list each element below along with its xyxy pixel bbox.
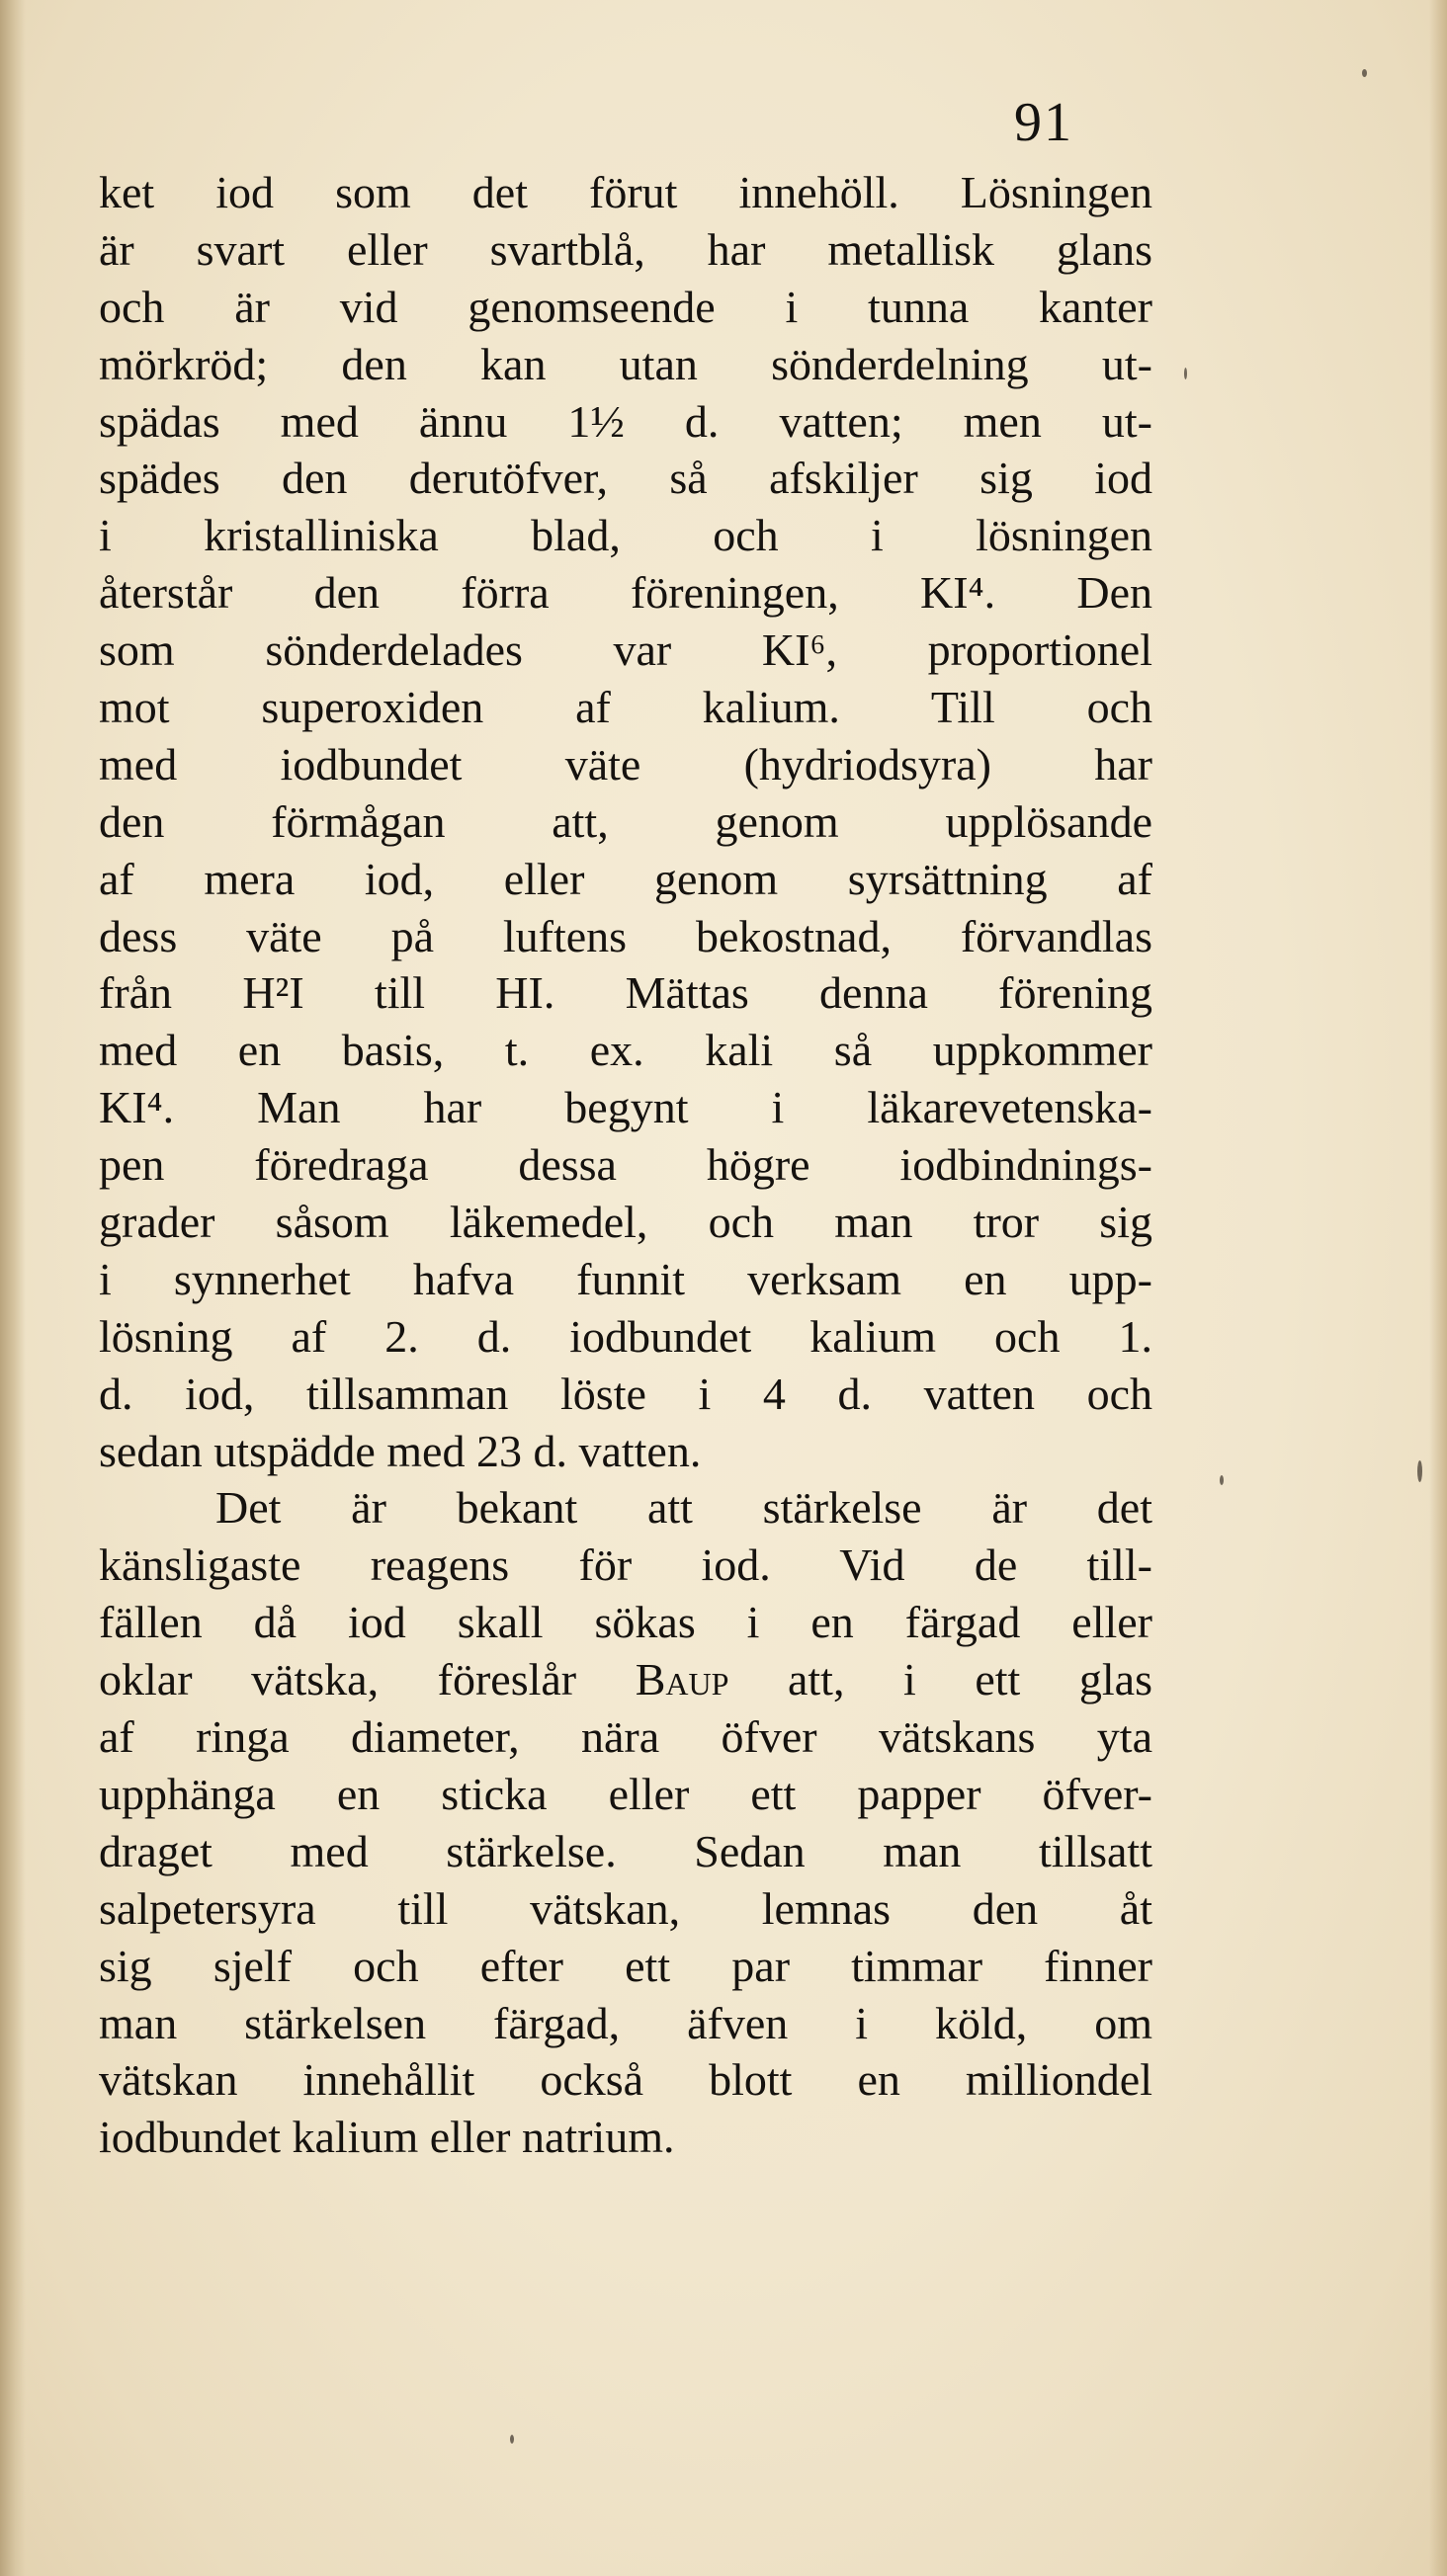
paper-speck <box>1184 368 1187 379</box>
text-line: sig sjelf och efter ett par timmar finner <box>99 1940 1152 1991</box>
text-line: draget med stärkelse. Sedan man tillsatt <box>99 1825 1152 1876</box>
text-line: som sönderdelades var KI⁶, proportionel <box>99 624 1152 676</box>
text-line: mörkröd; den kan utan sönderdelning ut- <box>99 338 1152 389</box>
paragraph-2 <box>99 1479 1152 2166</box>
text-line: lösning af 2. d. iodbundet kalium och 1. <box>99 1310 1152 1362</box>
page-number: 91 <box>1014 92 1073 153</box>
text-line: i synnerhet hafva funnit verksam en upp- <box>99 1253 1152 1304</box>
text-line: den förmågan att, genom upplösande <box>99 795 1152 847</box>
body-text <box>99 164 1152 2166</box>
text-line: är svart eller svartblå, har metallisk glans <box>99 223 1152 275</box>
paper-speck <box>1220 1475 1224 1485</box>
page-right-edge <box>1429 0 1447 2576</box>
text-line: af mera iod, eller genom syrsättning af <box>99 853 1152 904</box>
paragraph-1 <box>99 164 1152 1479</box>
text-line: sedan utspädde med 23 d. vatten. <box>99 1425 702 1476</box>
text-line: med iodbundet väte (hydriodsyra) har <box>99 738 1152 789</box>
text-fragment: att, i ett glas <box>787 1654 1152 1705</box>
text-line: känsligaste reagens för iod. Vid de till- <box>99 1539 1152 1591</box>
text-line: salpetersyra till vätskan, lemnas den åt <box>99 1882 1152 1934</box>
author-name: Baup <box>635 1654 729 1705</box>
page-left-edge <box>0 0 26 2576</box>
text-fragment: oklar vätska, föreslår <box>99 1654 577 1705</box>
paper-speck <box>1417 1460 1422 1482</box>
text-line: upphänga en sticka eller ett papper öfver- <box>99 1768 1152 1819</box>
text-line: fällen då iod skall sökas i en färgad eller <box>99 1597 1152 1648</box>
text-line: spädas med ännu 1½ d. vatten; men ut- <box>99 395 1152 447</box>
text-line: d. iod, tillsamman löste i 4 d. vatten och <box>99 1368 1152 1419</box>
paper-speck <box>510 2435 514 2444</box>
text-line: med en basis, t. ex. kali så uppkommer <box>99 1025 1152 1076</box>
text-line: från H²I till HI. Mättas denna förening <box>99 967 1152 1019</box>
text-line: dess väte på luftens bekostnad, förvandlas <box>99 910 1152 961</box>
text-line-with-author <box>99 1651 1152 1708</box>
text-line: vätskan innehållit också blott en milliondel <box>99 2054 1152 2106</box>
text-line: och är vid genomseende i tunna kanter <box>99 281 1152 332</box>
paper-speck <box>1362 69 1367 77</box>
text-line: KI⁴. Man har begynt i läkarevetenska- <box>99 1082 1152 1133</box>
text-line: mot superoxiden af kalium. Till och <box>99 682 1152 733</box>
text-line: ket iod som det förut innehöll. Lösningen <box>99 167 1152 217</box>
text-line: grader såsom läkemedel, och man tror sig <box>99 1197 1152 1248</box>
text-line: spädes den derutöfver, så afskiljer sig iod <box>99 453 1152 504</box>
text-line: Det är bekant att stärkelse är det <box>215 1482 1152 1534</box>
text-line: man stärkelsen färgad, äfven i köld, om <box>99 1997 1152 2048</box>
text-line: iodbundet kalium eller natrium. <box>99 2112 675 2163</box>
text-line: af ringa diameter, nära öfver vätskans yta <box>99 1711 1152 1763</box>
text-line: i kristalliniska blad, och i lösningen <box>99 510 1152 561</box>
text-line: återstår den förra föreningen, KI⁴. Den <box>99 567 1152 619</box>
text-line: pen föredraga dessa högre iodbindnings- <box>99 1139 1152 1191</box>
